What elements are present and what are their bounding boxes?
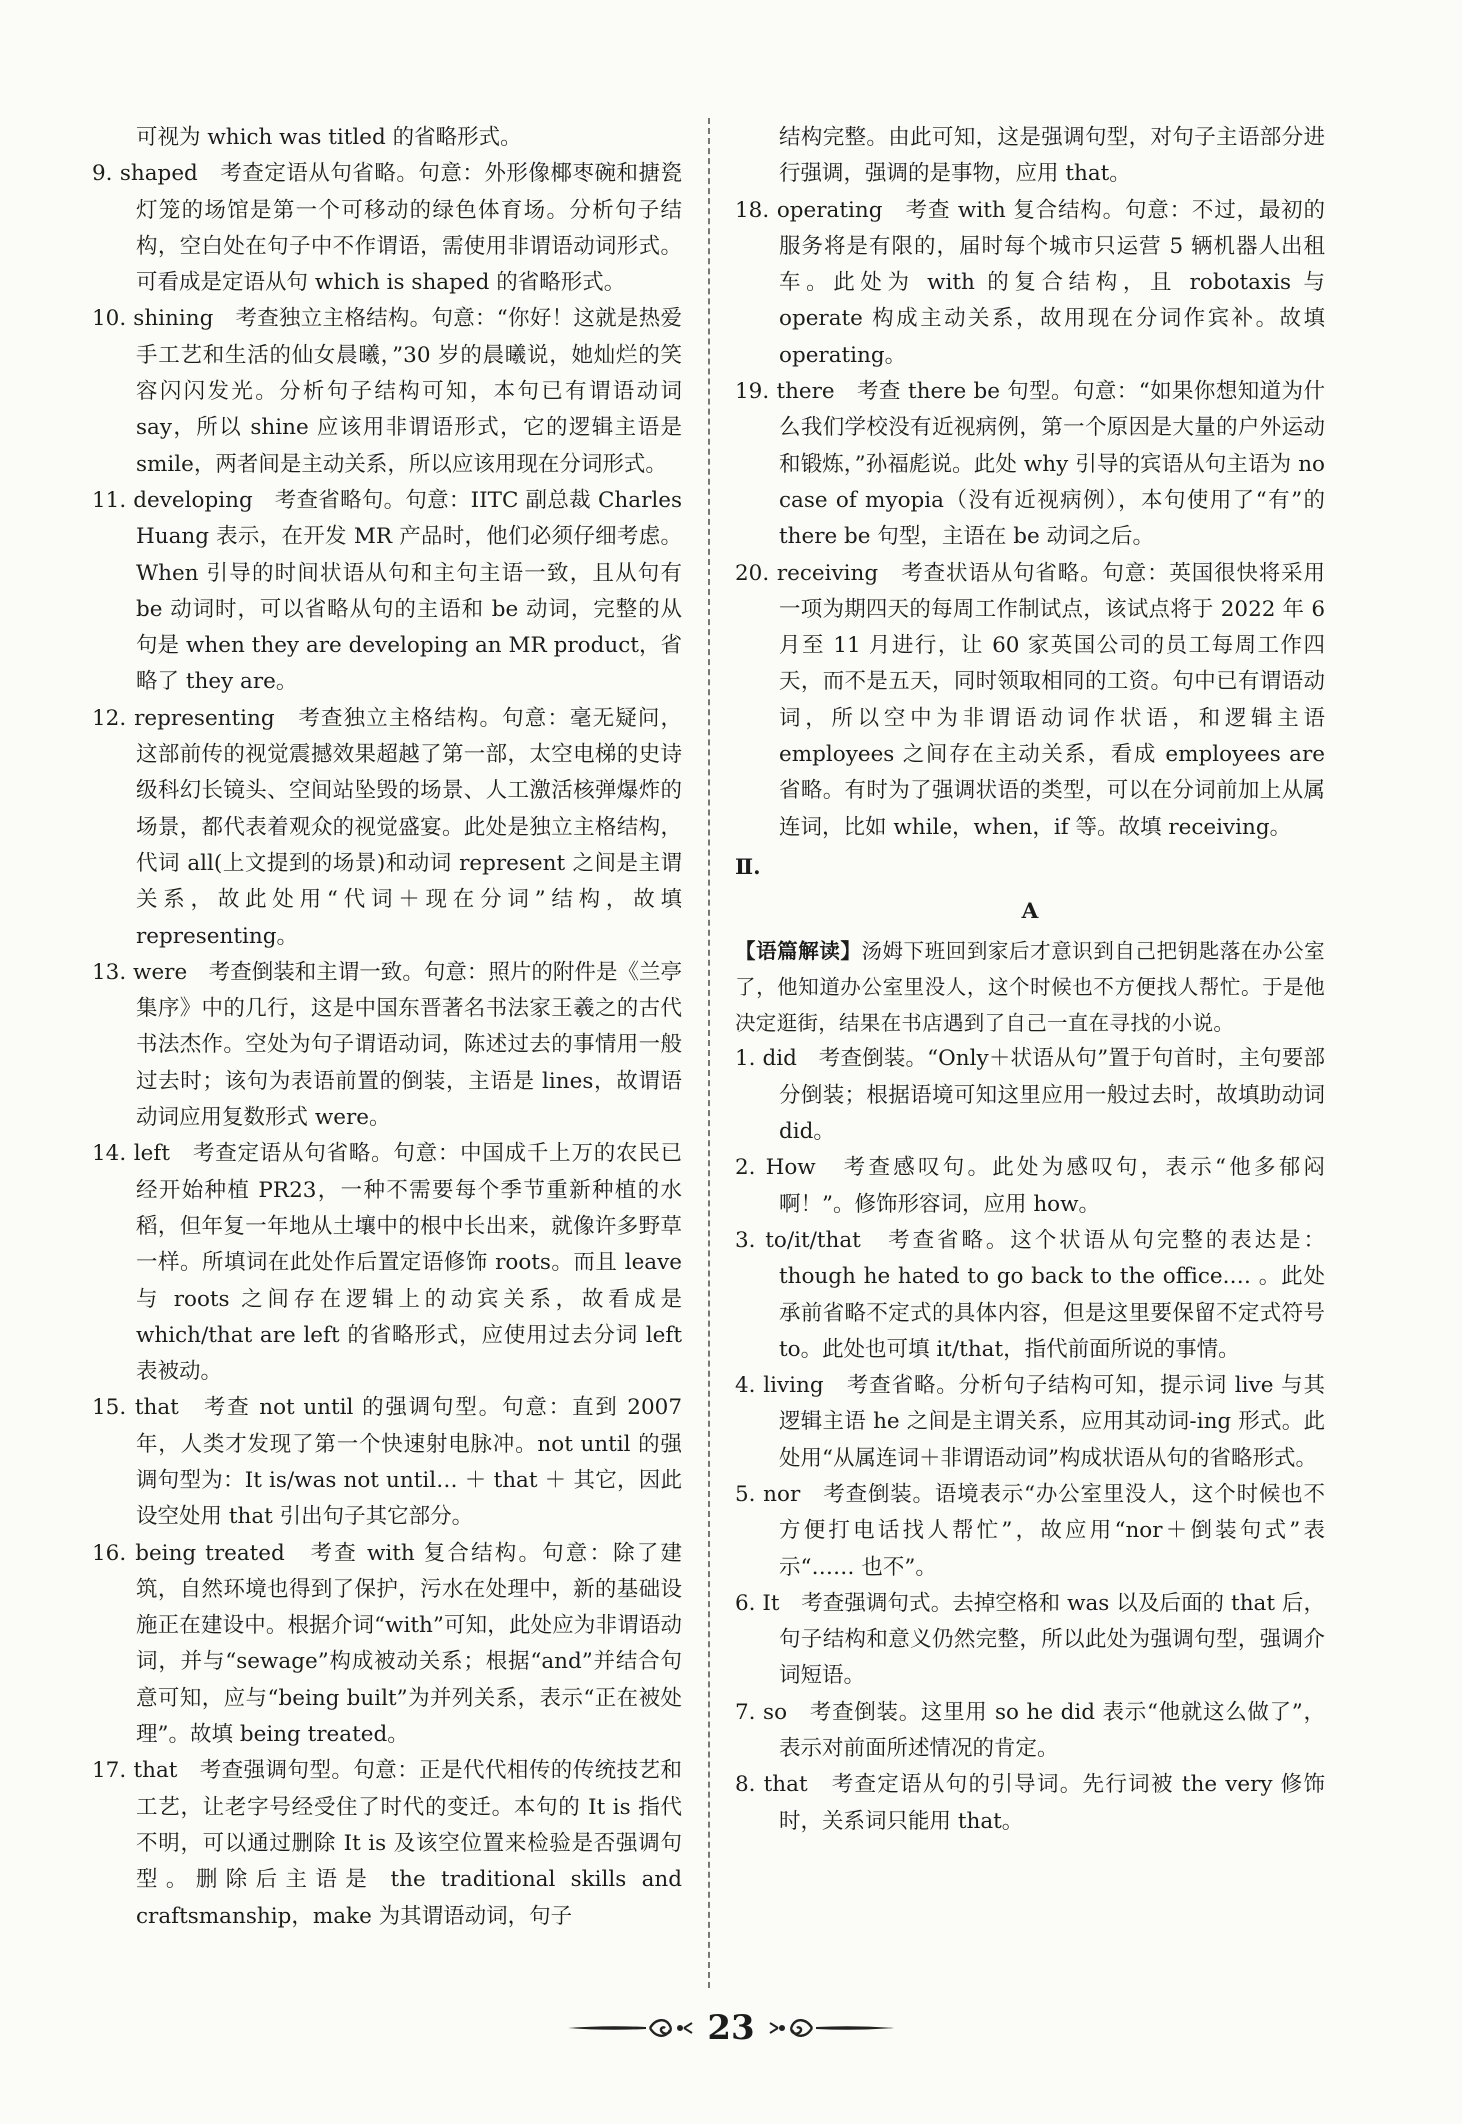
answer-item: 12. representing 考查独立主格结构。句意：毫无疑问，这部前传的视觉震撼效果超越了第一部，太空电梯的史诗级科幻长镜头、空间站坠毁的场景、人工激活核弹爆炸的场景，都代表着观众的视觉盛宴。此处是独立主格结构，代词 all(上文提到的场景)和动词 represent 之间是主谓关系，故此处用“代词＋现在分词”结构，故填 representing。 [92, 705, 682, 949]
section-heading: A [1021, 899, 1039, 925]
answer-item: 16. being treated 考查 with 复合结构。句意：除了建筑，自然环境也得到了保护，污水在处理中，新的基础设施正在建设中。根据介词“with”可知，此处应为非谓语动词，并与“sewage”构成被动关系；根据“and”并结合句意可知，应与“being built”为并列关系，表示“正在被处理”。故填 being treated。 [92, 1540, 682, 1748]
column-divider [708, 118, 710, 1988]
right-column [735, 120, 1325, 1840]
answer-item: 20. receiving 考查状语从句省略。句意：英国很快将采用一项为期四天的每周工作制试点，该试点将于 2022 年 6 月至 11 月进行，让 60 家英国公司的员工每周工作四天，而不是五天，同时领取相同的工资。句中已有谓语动词，所以空中为非谓语动词作状语，和逻辑主语 employees 之间存在主动关系，看成 employees are 省略。有时为了强调状语的类型，可以在分词前加上从属连词，比如 while，when，if 等。故填 receiving。 [735, 560, 1325, 840]
part-heading: Ⅱ. [735, 854, 761, 880]
answer-item: 15. that 考查 not until 的强调句型。句意：直到 2007 年，人类才发现了第一个快速射电脉冲。not until 的强调句型为：It is/was not until… ＋ that ＋ 其它，因此设空处用 that 引出句子其它部分。 [92, 1395, 682, 1530]
answer-item: 5. nor 考查倒装。语境表示“办公室里没人，这个时候也不方便打电话找人帮忙”，故应用“nor＋倒装句式”表示“…… 也不”。 [735, 1481, 1325, 1580]
answer-item: 3. to/it/that 考查省略。这个状语从句完整的表达是：though he hated to go back to the office.… 。此处承前省略不定式的具体内容，但是这里要保留不定式符号 to。此处也可填 it/that，指代前面所说的事情。 [735, 1227, 1325, 1362]
answer-item: 4. living 考查省略。分析句子结构可知，提示词 live 与其逻辑主语 he 之间是主谓关系，应用其动词-ing 形式。此处用“从属连词＋非谓语动词”构成状语从句的省略形式。 [735, 1373, 1325, 1471]
ornament-right-icon [766, 2016, 896, 2040]
ornament-left-icon [566, 2016, 696, 2040]
answer-item: 2. How 考查感叹句。此处为感叹句，表示“他多郁闷啊！”。修饰形容词，应用 how。 [735, 1155, 1325, 1217]
answer-item: 13. were 考查倒装和主谓一致。句意：照片的附件是《兰亭集序》中的几行，这是中国东晋著名书法家王羲之的古代书法杰作。空处为句子谓语动词，陈述过去的事情用一般过去时；该句为表语前置的倒装，主语是 lines，故谓语动词应用复数形式 were。 [92, 959, 682, 1131]
passage-summary-label: 【语篇解读】 [735, 938, 862, 963]
page-footer [0, 2008, 1462, 2048]
answer-item: 7. so 考查倒装。这里用 so he did 表示“他就这么做了”，表示对前面所述情况的肯定。 [735, 1699, 1325, 1762]
continued-text: 结构完整。由此可知，这是强调句型，对句子主语部分进行强调，强调的是事物，应用 that。 [779, 125, 1325, 187]
page-number: 23 [707, 2008, 755, 2048]
answer-item: 18. operating 考查 with 复合结构。句意：不过，最初的服务将是有限的，届时每个城市只运营 5 辆机器人出租车。此处为 with 的复合结构，且 robotaxis 与 operate 构成主动关系，故用现在分词作宾补。故填 operating。 [735, 197, 1325, 368]
answer-item: 11. developing 考查省略句。句意：IITC 副总裁 Charles Huang 表示，在开发 MR 产品时，他们必须仔细考虑。When 引导的时间状语从句和主句主语一致，且从句有 be 动词时，可以省略从句的主语和 be 动词，完整的从句是 when they are developing an MR product，省略了 they are。 [92, 487, 682, 695]
answer-item: 9. shaped 考查定语从句省略。句意：外形像椰枣碗和搪瓷灯笼的场馆是第一个可移动的绿色体育场。分析句子结构，空白处在句子中不作谓语，需使用非谓语动词形式。可看成是定语从句 which is shaped 的省略形式。 [92, 161, 682, 296]
answer-item: 17. that 考查强调句型。句意：正是代代相传的传统技艺和工艺，让老字号经受住了时代的变迁。本句的 It is 指代不明，可以通过删除 It is 及该空位置来检验是否强调句型。删除后主语是 the traditional skills and craftsmanship，make 为其谓语动词，句子 [92, 1758, 682, 1929]
answer-item: 1. did 考查倒装。“Only＋状语从句”置于句首时，主句要部分倒装；根据语境可知这里应用一般过去时，故填助动词 did。 [735, 1046, 1325, 1145]
left-column [92, 120, 682, 1935]
answer-item: 19. there 考查 there be 句型。句意：“如果你想知道为什么我们学校没有近视病例，第一个原因是大量的户外运动和锻炼，”孙福彪说。此处 why 引导的宾语从句主语为 no case of myopia（没有近视病例），本句使用了“有”的 there be 句型，主语在 be 动词之后。 [735, 379, 1325, 550]
passage-summary [735, 933, 1325, 1042]
passage-summary-text: 汤姆下班回到家后才意识到自己把钥匙落在办公室了，他知道办公室里没人，这个时候也不方便找人帮忙。于是他决定逛街，结果在书店遇到了自己一直在寻找的小说。 [735, 938, 1325, 1036]
answer-item: 6. It 考查强调句式。去掉空格和 was 以及后面的 that 后，句子结构和意义仍然完整，所以此处为强调句型，强调介词短语。 [735, 1590, 1325, 1689]
continued-text: 可视为 which was titled 的省略形式。 [136, 125, 522, 150]
answer-item: 8. that 考查定语从句的引导词。先行词被 the very 修饰时，关系词只能用 that。 [735, 1772, 1325, 1834]
answer-item: 10. shining 考查独立主格结构。句意：“你好！这就是热爱手工艺和生活的仙女晨曦，”30 岁的晨曦说，她灿烂的笑容闪闪发光。分析句子结构可知，本句已有谓语动词 say，所以 shine 应该用非谓语形式，它的逻辑主语是 smile，两者间是主动关系，所以应该用现在分词形式。 [92, 306, 682, 477]
answer-item: 14. left 考查定语从句省略。句意：中国成千上万的农民已经开始种植 PR23，一种不需要每个季节重新种植的水稻，但年复一年地从土壤中的根中长出来，就像许多野草一样。所填词在此处作后置定语修饰 roots。而且 leave 与 roots 之间存在逻辑上的动宾关系，故看成是 which/that are left 的省略形式，应使用过去分词 left 表被动。 [92, 1141, 682, 1385]
